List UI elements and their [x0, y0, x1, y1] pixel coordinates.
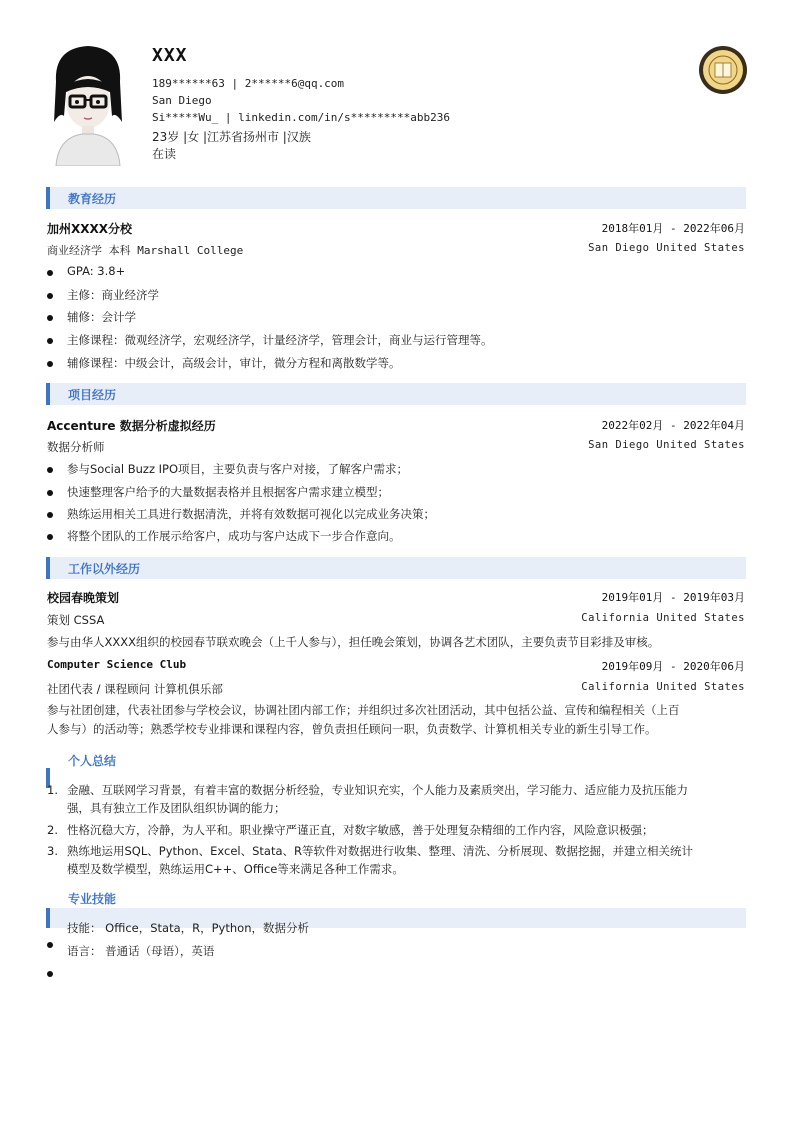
work-title: Computer Science Club [47, 658, 187, 671]
project-title: Accenture 数据分析虚拟经历 [47, 419, 216, 433]
education-entry-header [47, 220, 745, 236]
work-location: California United States [581, 681, 745, 693]
school-name: 加州XXXX分校 [47, 222, 133, 236]
degree: 商业经济学 本科 Marshall College [47, 244, 244, 257]
project-dates: 2022年02月 - 2022年04月 [601, 419, 745, 432]
section-work [46, 557, 746, 579]
education-location: San Diego United States [588, 242, 745, 254]
project-entry-sub [47, 439, 745, 455]
work-entry-sub [47, 612, 745, 628]
work-role: 社团代表 / 课程顾问 计算机俱乐部 [47, 682, 223, 696]
links-line[interactable]: Si*****Wu_ | linkedin.com/in/s*********abb236 [152, 111, 451, 124]
project-entry-header [47, 417, 745, 433]
work-description: 参与由华人XXXX组织的校园春节联欢晚会（上千人参与），担任晚会策划，协调各艺术团队，主要负责节目彩排及审核。 [47, 635, 660, 649]
section-title: 专业技能 [68, 892, 117, 906]
section-projects [46, 383, 746, 405]
skills-accent-bar [46, 908, 50, 928]
work-entry-header [47, 658, 745, 674]
work-entry-sub [47, 681, 745, 697]
work-entry-header [47, 589, 745, 605]
avatar [46, 42, 130, 166]
project-location: San Diego United States [588, 439, 745, 451]
personal-info-line: 23岁 |女 |江苏省扬州市 |汉族 [152, 130, 311, 144]
work-role: 策划 CSSA [47, 613, 105, 627]
work-description-line: 人参与）的活动等；熟悉学校专业排课和课程内容，曾负责担任顾问一职，负责数学、计算机相关专业的新生引导工作。 [47, 722, 657, 736]
work-title: 校园春晚策划 [47, 591, 120, 605]
section-title: 项目经历 [68, 388, 117, 402]
university-seal-icon [698, 45, 748, 95]
project-role: 数据分析师 [47, 440, 105, 454]
education-entry-sub [47, 242, 745, 258]
candidate-name: XXX [152, 45, 188, 66]
section-title: 工作以外经历 [68, 562, 141, 576]
work-dates: 2019年01月 - 2019年03月 [601, 591, 745, 604]
city-line: San Diego [152, 94, 212, 107]
resume-page: XXX 189******63 | 2******6@qq.com San Diego Si*****Wu_ | linkedin.com/in/s*********abb236 23岁 |女 |江苏省扬州市 |汉族 在读 教育经历 加州XXXX分校 2018年01月 - 2022年06月 商业经济学 本科 Marshall College San Diego United States GPA: 3.8+ 主修：商业经济学 辅修：会计学 主修课程：微观经济学，宏观经济学，计量经济学，管理会计，商业与运行管理等。 辅修课程：中级会计，高级会计，审计，微分方程和离散数学等。 项目经历 Accenture 数据分析虚拟经历 2022年02月 - 2022年04月 数据分析师 San Diego United States 参与Social Buzz IPO项目，主要负责与客户对接，了解客户需求； 快速整理客户给予的大量数据表格并且根据客户需求建立模型； 熟练运用相关工具进行数据清洗，并将有效数据可视化以完成业务决策； 将整个团队的工作展示给客户，成功与客户达成下一步合作意向。 工作以外经历 校园春晚策划 2019年01月 - 2019年03月 策划 CSSA California United States 参与由华人XXXX组织的校园春节联欢晚会（上千人参与），担任晚会策划，协调各艺术团队，主要负责节目彩排及审核。 Computer Science Club 2019年09月 - 2020年06月 社团代表 / 课程顾问 计算机俱乐部 California United States 参与社团创建，代表社团参与学校会议，协调社团内部工作；并组织过多次社团活动，其中包括公益、宣传和编程相关（上百 人参与）的活动等；熟悉学校专业排课和课程内容，曾负责担任顾问一职，负责数学、计算机相关专业的新生引导工作。 个人总结 1. 金融、互联网学习背景，有着丰富的数据分析经验，专业知识充实，个人能力及素质突出，学习能力、适应能力及抗压能力 强，具有独立工作及团队组织协调的能力； 2. 性格沉稳大方，冷静，为人平和。职业操守严谨正直，对数字敏感，善于处理复杂精细的工作内容，风险意识极强； 3. 熟练地运用SQL、Python、Excel、Stata、R等软件对数据进行收集、整理、清洗、分析展现、数据挖掘，并建立相关统计 模型及数学模型，熟练运用C++、Office等来满足各种工作需求。 专业技能 技能： Office，Stata，R，Python，数据分析 语言： 普通话（母语），英语 [0, 0, 793, 1123]
section-education [46, 187, 746, 209]
section-title: 个人总结 [68, 754, 117, 768]
work-location: California United States [581, 612, 745, 624]
contact-line: 189******63 | 2******6@qq.com [152, 77, 345, 90]
education-dates: 2018年01月 - 2022年06月 [601, 222, 745, 235]
work-dates: 2019年09月 - 2020年06月 [601, 660, 745, 673]
section-title: 教育经历 [68, 192, 117, 206]
work-description-line: 参与社团创建，代表社团参与学校会议，协调社团内部工作；并组织过多次社团活动，其中包括公益、宣传和编程相关（上百 [47, 703, 680, 717]
status-line: 在读 [152, 147, 177, 161]
